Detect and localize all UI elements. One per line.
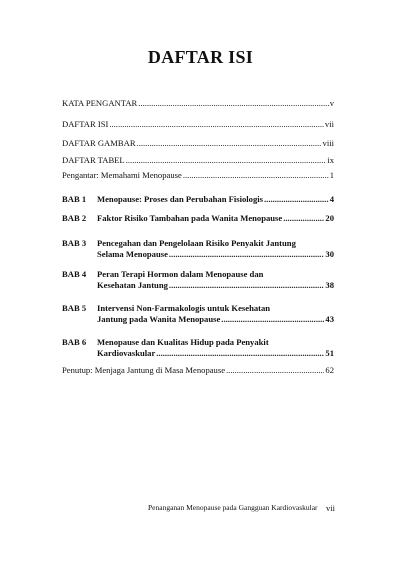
toc-entry-page: viii [322, 138, 334, 148]
leader-dots [264, 194, 329, 205]
leader-dots [156, 348, 324, 359]
page-title: DAFTAR ISI [147, 47, 254, 67]
toc-entry-kata-pengantar[interactable] [62, 98, 334, 109]
chapter-title-line: Intervensi Non-Farmakologis untuk Kesehatan [97, 303, 271, 313]
toc-entry-page: vii [324, 119, 334, 129]
chapter-number: BAB 3 [62, 238, 87, 248]
toc-entry-page: 1 [329, 170, 334, 180]
toc-chapter-bab-1[interactable] [62, 194, 334, 205]
toc-entry-pengantar[interactable] [62, 170, 334, 181]
toc-entry-label: Pengantar: Memahami Menopause [62, 170, 182, 180]
toc-entry-penutup[interactable] [62, 365, 334, 376]
toc-chapter-bab-3[interactable] [62, 238, 334, 260]
leader-dots [183, 170, 329, 181]
footer-book-title: Penanganan Menopause pada Gangguan Kardiovaskular [148, 503, 318, 512]
toc-entry-page: ix [327, 155, 334, 165]
leader-dots [169, 280, 324, 291]
toc-chapter-bab-4[interactable] [62, 269, 334, 291]
toc-entry-daftar-isi[interactable] [62, 119, 334, 130]
toc-entry-daftar-tabel[interactable] [62, 155, 334, 166]
chapter-number: BAB 4 [62, 269, 87, 279]
toc-entry-label: KATA PENGANTAR [62, 98, 138, 108]
toc-entry-label: DAFTAR GAMBAR [62, 138, 136, 148]
leader-dots [221, 314, 324, 325]
toc-entry-label: DAFTAR ISI [62, 119, 109, 129]
leader-dots [109, 119, 324, 130]
chapter-page: 4 [329, 194, 334, 204]
toc-chapter-bab-2[interactable] [62, 213, 334, 224]
chapter-title-line: Jantung pada Wanita Menopause [97, 314, 221, 324]
chapter-page: 43 [325, 314, 334, 324]
chapter-title-line: Menopause dan Kualitas Hidup pada Penyakit [97, 337, 269, 347]
toc-chapter-bab-5[interactable] [62, 303, 334, 325]
chapter-number: BAB 6 [62, 337, 87, 347]
leader-dots [169, 249, 325, 260]
leader-dots [126, 155, 327, 166]
toc-entry-page: 62 [325, 365, 334, 375]
chapter-title-line: Peran Terapi Hormon dalam Menopause dan [97, 269, 264, 279]
chapter-page: 20 [325, 213, 334, 223]
chapter-title-line: Pencegahan dan Pengelolaan Risiko Penyakit Jantung [97, 238, 296, 248]
chapter-title-line: Kesehatan Jantung [97, 280, 168, 290]
footer-page-number: vii [326, 503, 335, 513]
chapter-number: BAB 1 [62, 194, 87, 204]
chapter-number: BAB 5 [62, 303, 87, 313]
toc-entry-label: DAFTAR TABEL [62, 155, 125, 165]
leader-dots [283, 213, 324, 224]
leader-dots [137, 138, 322, 149]
chapter-page: 38 [325, 280, 334, 290]
chapter-page: 30 [325, 249, 334, 259]
toc-entry-label: Penutup: Menjaga Jantung di Masa Menopause [62, 365, 226, 375]
leader-dots [226, 365, 324, 376]
chapter-page: 51 [325, 348, 334, 358]
chapter-title-line: Selama Menopause [97, 249, 168, 259]
chapter-title-line: Faktor Risiko Tambahan pada Wanita Menopause [97, 213, 283, 223]
toc-entry-page: v [329, 98, 334, 108]
leader-dots [138, 98, 328, 109]
chapter-title-line: Menopause: Proses dan Perubahan Fisiologis [97, 194, 264, 204]
toc-chapter-bab-6[interactable] [62, 337, 334, 359]
toc-entry-daftar-gambar[interactable] [62, 138, 334, 149]
chapter-title-line: Kardiovaskular [97, 348, 156, 358]
chapter-number: BAB 2 [62, 213, 87, 223]
